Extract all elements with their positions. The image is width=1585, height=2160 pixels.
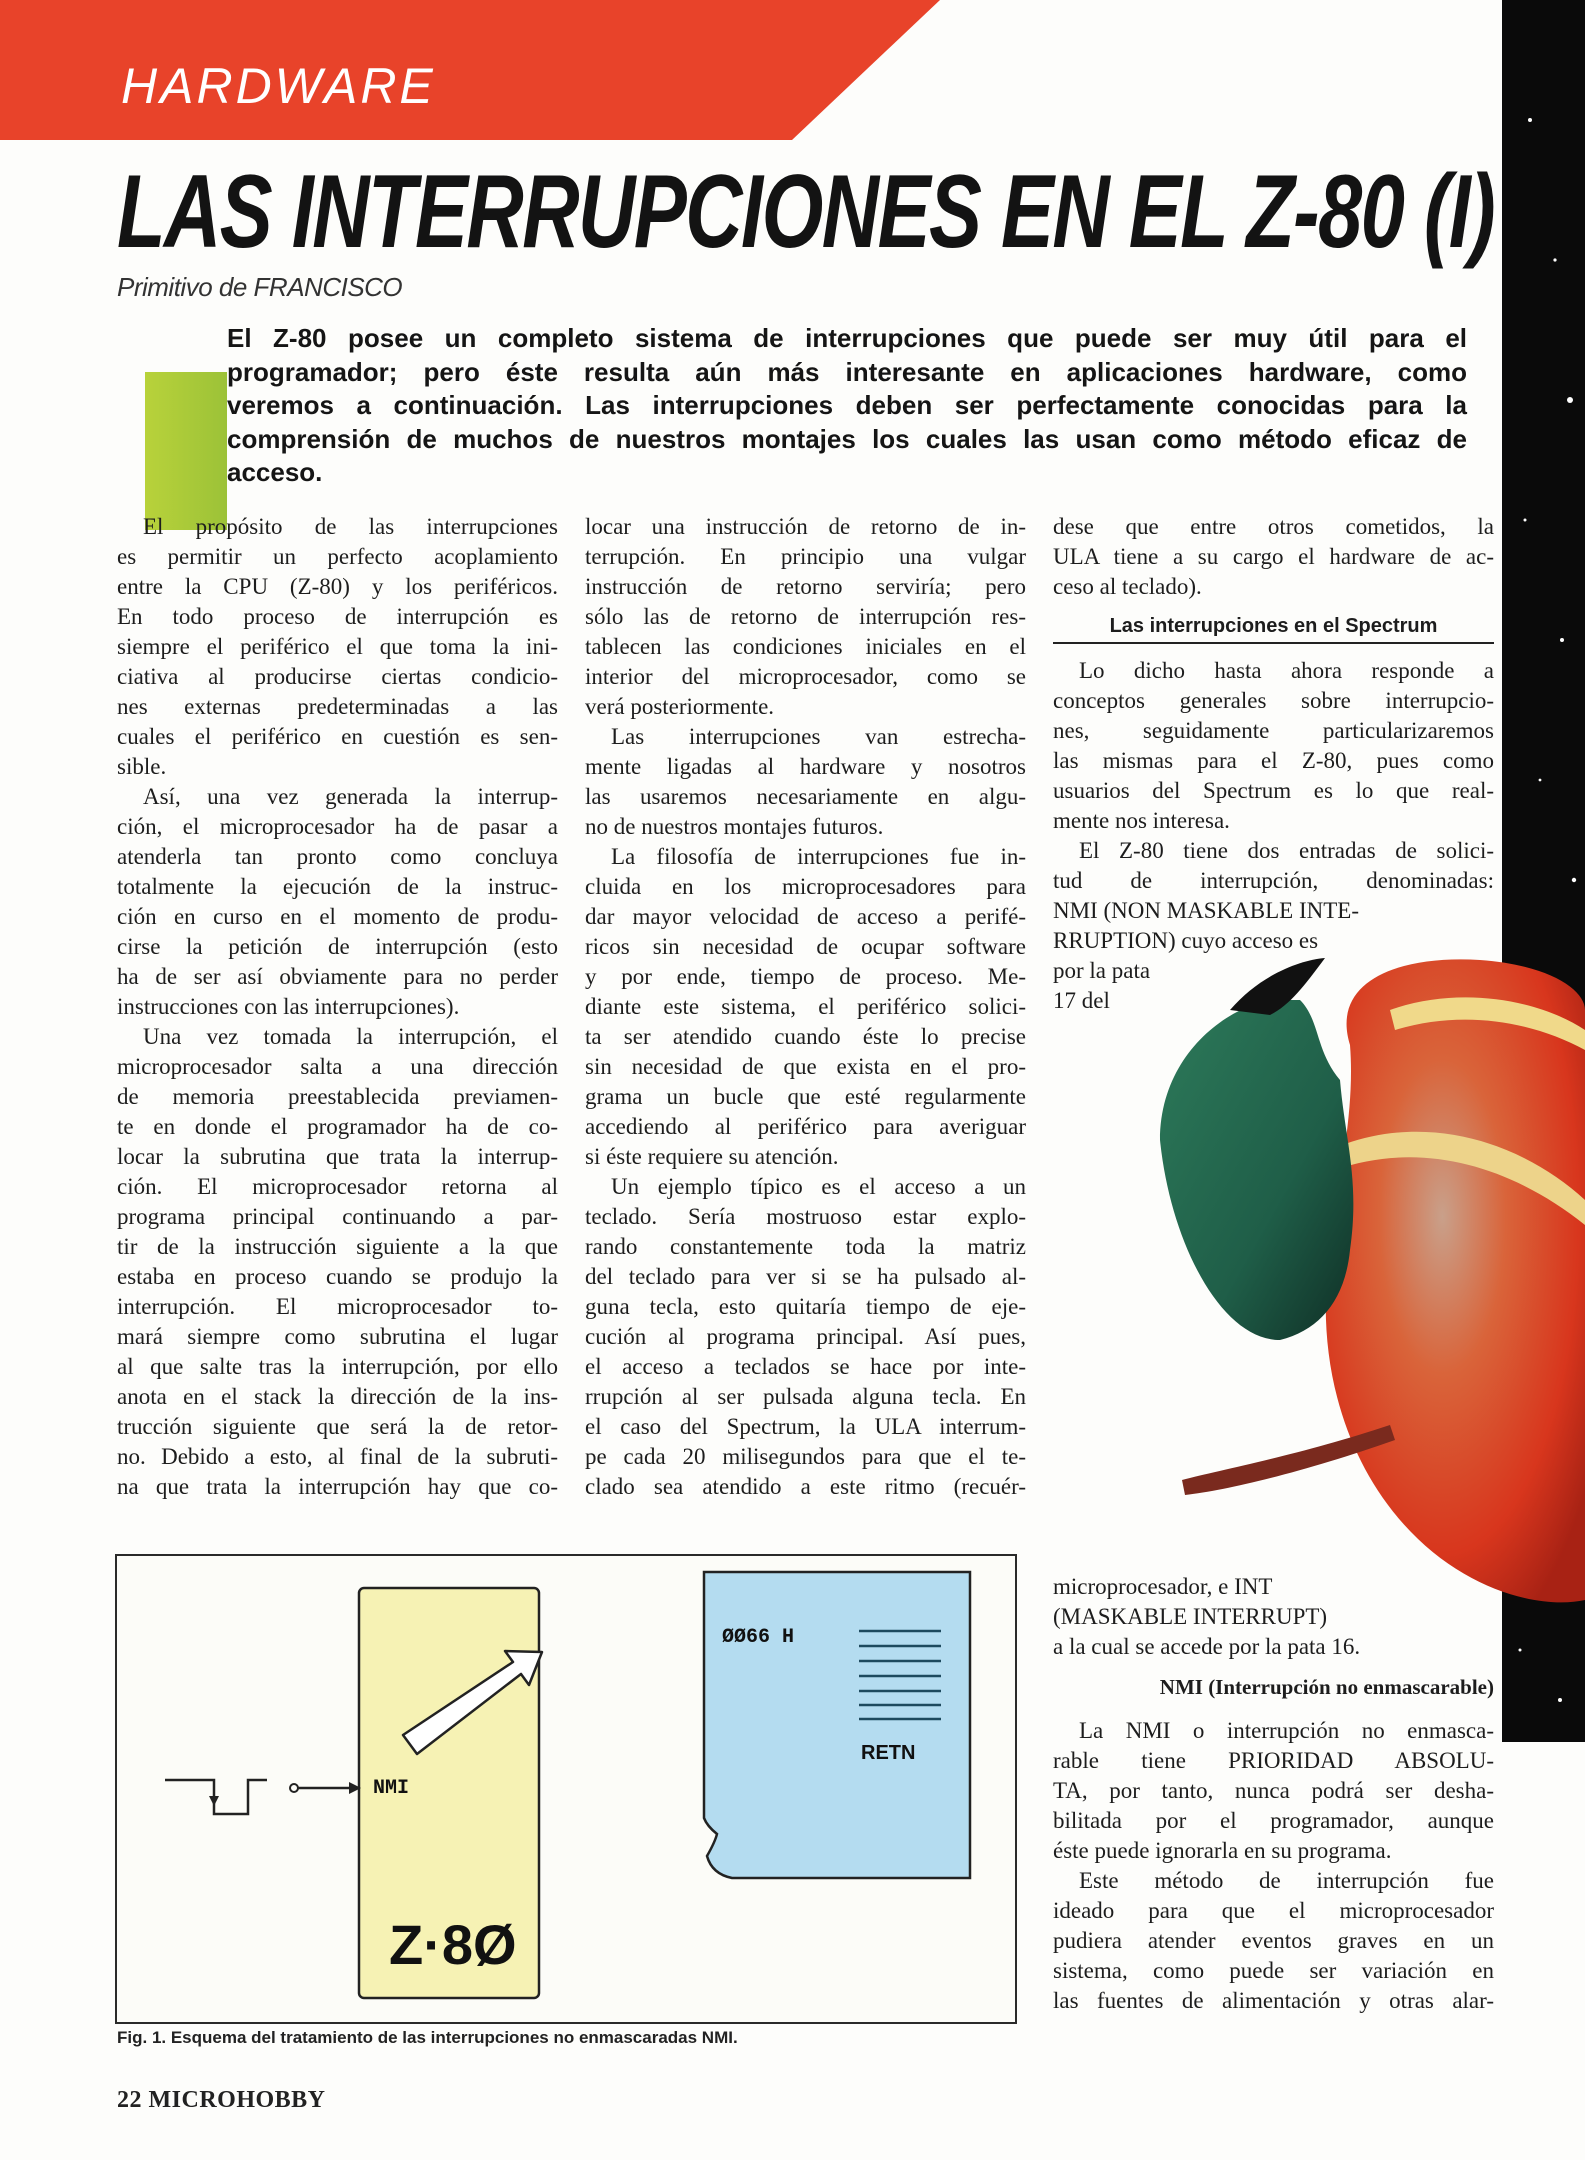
nmi-pin-label: NMI (373, 1777, 410, 1800)
paragraph (1053, 656, 1494, 836)
text-line: La NMI o interrupción no enmasca- (1079, 1718, 1494, 1743)
text-line: mente ligadas al hardware y nosotros (585, 754, 1026, 779)
text-line: totalmente la ejecución de la instruc- (117, 874, 558, 899)
column-3-bottom (1053, 1572, 1494, 2016)
text-line: 17 del (1053, 988, 1110, 1013)
text-line: dese que entre otros cometidos, la (1053, 514, 1494, 539)
text-line: bilitada por el programador, aunque (1053, 1808, 1494, 1833)
text-line: ha de ser así obviamente para no perder (117, 964, 558, 989)
figure-caption: Fig. 1. Esquema del tratamiento de las interrupciones no enmascaradas NMI. (117, 2028, 738, 2047)
text-line: ceso al teclado). (1053, 574, 1202, 599)
paragraph (585, 722, 1026, 842)
text-line: nes externas predeterminadas a las (117, 694, 558, 719)
text-line: de memoria preestablecida previamen- (117, 1084, 558, 1109)
paragraph-wrap (1053, 896, 1494, 1016)
text-line: Este método de interrupción fue (1079, 1868, 1494, 1893)
text-line: (MASKABLE INTERRUPT) (1053, 1604, 1328, 1629)
text-line: a la cual se accede por la pata 16. (1053, 1634, 1361, 1659)
text-line: microprocesador salta a una dirección (117, 1054, 558, 1079)
z80-label: Z·8Ø (389, 1913, 517, 1976)
text-line: Un ejemplo típico es el acceso a un (611, 1174, 1026, 1199)
text-line: y por ende, tiempo de proceso. Me- (585, 964, 1026, 989)
text-line: grama un bucle que esté regularmente (585, 1084, 1026, 1109)
apple-leaf (1160, 1000, 1353, 1340)
text-line: rable tiene PRIORIDAD ABSOLU- (1053, 1748, 1494, 1773)
column-1 (117, 512, 558, 1502)
starfield-strip (1502, 0, 1585, 1742)
paragraph (585, 842, 1026, 1172)
text-line: pudiera atender eventos graves en un (1053, 1928, 1494, 1953)
text-line: entre la CPU (Z-80) y los periféricos. (117, 574, 558, 599)
text-line: no. Debido a esto, al final de la subruti- (117, 1444, 558, 1469)
text-line: sistema, como puede ser variación en (1053, 1958, 1494, 1983)
text-line: nes, seguidamente particularizaremos (1053, 718, 1494, 743)
text-line: El Z-80 tiene dos entradas de solici- (1079, 838, 1494, 863)
text-line: terrupción. En principio una vulgar (585, 544, 1026, 569)
text-line: anota en el stack la dirección de la ins- (117, 1384, 558, 1409)
text-line: si éste requiere su atención. (585, 1144, 839, 1169)
text-line: las usaremos necesariamente en algu- (585, 784, 1026, 809)
text-line: RRUPTION) cuyo acceso es (1053, 928, 1319, 953)
address-label: ØØ66 H (722, 1626, 795, 1649)
paragraph (585, 1172, 1026, 1502)
text-line: Lo dicho hasta ahora responde a (1079, 658, 1494, 683)
text-line: Así, una vez generada la interrup- (143, 784, 558, 809)
text-line: por la pata (1053, 958, 1151, 983)
text-line: interior del microprocesador, como se (585, 664, 1026, 689)
paragraph (1053, 1866, 1494, 2016)
text-line: instrucciones con las interrupciones). (117, 994, 460, 1019)
paragraph (117, 1022, 558, 1502)
text-line: es permitir un perfecto acoplamiento (117, 544, 558, 569)
paragraph (1053, 512, 1494, 602)
text-line: cución al programa principal. Así pues, (585, 1324, 1026, 1349)
text-line: ción. El microprocesador retorna al (117, 1174, 558, 1199)
stars-icon (1519, 118, 1577, 1702)
lead-accent-bar (145, 372, 227, 530)
text-line: ideado para que el microprocesador (1053, 1898, 1494, 1923)
text-line: ricos sin necesidad de ocupar software (585, 934, 1026, 959)
text-line: El propósito de las interrupciones (143, 514, 558, 539)
text-line: diante este sistema, el periférico solici- (585, 994, 1026, 1019)
paragraph (585, 512, 1026, 722)
text-line: verá posteriormente. (585, 694, 775, 719)
text-line: cluida en los microprocesadores para (585, 874, 1026, 899)
text-line: del teclado para ver si se ha pulsado al- (585, 1264, 1026, 1289)
text-line: cirse la petición de interrupción (esto (117, 934, 558, 959)
text-line: siempre el periférico el que toma la ini- (117, 634, 558, 659)
text-line: cuales el periférico en cuestión es sen- (117, 724, 558, 749)
text-line: microprocesador, e INT (1053, 1574, 1273, 1599)
article-author: Primitivo de FRANCISCO (117, 272, 403, 302)
text-line: trucción siguiente que será la de retor- (117, 1414, 558, 1439)
apple-stem (1182, 1425, 1395, 1495)
diagram-svg (117, 1556, 1014, 2021)
retn-label: RETN (861, 1742, 916, 1764)
text-line: La filosofía de interrupciones fue in- (611, 844, 1026, 869)
text-line: comprensión de muchos de nuestros montajes los cuales las usan como método eficaz de (227, 423, 1467, 454)
text-line: tablecen las condiciones iniciales en el (585, 634, 1026, 659)
text-line: atenderla tan pronto como concluya (117, 844, 558, 869)
text-line: ciativa al producirse ciertas condicio- (117, 664, 558, 689)
text-line: locar una instrucción de retorno de in- (585, 514, 1026, 539)
column-2 (585, 512, 1026, 1502)
text-line: ULA tiene a su cargo el hardware de ac- (1053, 544, 1494, 569)
text-line: usuarios del Spectrum es lo que real- (1053, 778, 1494, 803)
text-line: rando constantemente toda la matriz (585, 1234, 1026, 1259)
text-line: ción en curso en el momento de produ- (117, 904, 558, 929)
column-3-top (1053, 512, 1494, 1016)
text-line: sin necesidad de que exista en el pro- (585, 1054, 1026, 1079)
text-line: programador; pero éste resulta aún más interesante en aplicaciones hardware, como (227, 356, 1467, 387)
text-line: accediendo al periférico para averiguar (585, 1114, 1026, 1139)
text-line: Una vez tomada la interrupción, el (143, 1024, 558, 1049)
page-footer: 22 MICROHOBBY (117, 2087, 326, 2113)
text-line: acceso. (227, 457, 323, 487)
text-line: sólo las de retorno de interrupción res- (585, 604, 1026, 629)
article-title: LAS INTERRUPCIONES EN EL Z-80 (I) (117, 154, 1495, 270)
text-line: na que trata la interrupción hay que co- (117, 1474, 558, 1499)
text-line: clado sea atendido a este ritmo (recuér- (585, 1474, 1026, 1499)
text-line: teclado. Sería mostruoso estar explo- (585, 1204, 1026, 1229)
text-line: Las interrupciones van estrecha- (611, 724, 1026, 749)
paragraph (1053, 1716, 1494, 1866)
text-line: ta ser atendido cuando éste lo precise (585, 1024, 1026, 1049)
text-line: sible. (117, 754, 167, 779)
text-line: éste puede ignorarla en su programa. (1053, 1838, 1392, 1863)
text-line: el acceso a teclados se hace por inte- (585, 1354, 1026, 1379)
text-line: veremos a continuación. Las interrupciones deben ser perfectamente conocidas para la (227, 390, 1467, 420)
paragraph (1053, 1572, 1494, 1662)
text-line: dar mayor velocidad de acceso a perifé- (585, 904, 1026, 929)
text-line: guna tecla, esto quitaría tiempo de eje- (585, 1294, 1026, 1319)
paragraph (117, 782, 558, 1022)
text-line: el caso del Spectrum, la ULA interrum- (585, 1414, 1026, 1439)
text-line: las mismas para el Z-80, pues como (1053, 748, 1494, 773)
text-line: mente nos interesa. (1053, 808, 1230, 833)
text-line: al que salte tras la interrupción, por ello (117, 1354, 558, 1379)
apple-body (1326, 959, 1585, 1602)
subheading-spectrum: Las interrupciones en el Spectrum (1053, 612, 1494, 644)
text-line: ción, el microprocesador ha de pasar a (117, 814, 558, 839)
text-line: no de nuestros montajes futuros. (585, 814, 884, 839)
text-line: instrucción de retorno serviría; pero (585, 574, 1026, 599)
paragraph (1053, 836, 1494, 896)
article-lead (227, 322, 1467, 490)
text-line: locar la subrutina que trata la interrup- (117, 1144, 558, 1169)
pulse-arrow-icon (209, 1796, 219, 1806)
text-line: programa principal continuando a par- (117, 1204, 558, 1229)
text-line: pe cada 20 milisegundos para que el te- (585, 1444, 1026, 1469)
input-node-icon (290, 1784, 298, 1792)
subheading-nmi: NMI (Interrupción no enmascarable) (1159, 1675, 1494, 1699)
figure-nmi-diagram (115, 1554, 1017, 2024)
text-line: tud de interrupción, denominadas: (1053, 868, 1494, 893)
text-line: El Z-80 posee un completo sistema de interrupciones que puede ser muy útil para el (227, 323, 1467, 353)
apple-peel-stripe (1330, 1132, 1585, 1225)
text-line: mará siempre como subrutina el lugar (117, 1324, 558, 1349)
text-line: conceptos generales sobre interrupcio- (1053, 688, 1494, 713)
text-line: tir de la instrucción siguiente a la que (117, 1234, 558, 1259)
memory-page (704, 1572, 970, 1878)
text-line: En todo proceso de interrupción es (117, 604, 558, 629)
paragraph (117, 512, 558, 782)
text-line: las fuentes de alimentación y otras alar- (1053, 1988, 1494, 2013)
text-line: interrupción. El microprocesador to- (117, 1294, 558, 1319)
text-line: rrupción al ser pulsada alguna tecla. En (585, 1384, 1026, 1409)
section-label: HARDWARE (121, 58, 436, 114)
text-line: te en donde el programador ha de co- (117, 1114, 558, 1139)
text-line: estaba en proceso cuando se produjo la (117, 1264, 558, 1289)
text-line: NMI (NON MASKABLE INTE- (1053, 898, 1359, 923)
text-line: TA, por tanto, nunca podrá ser desha- (1053, 1778, 1494, 1803)
